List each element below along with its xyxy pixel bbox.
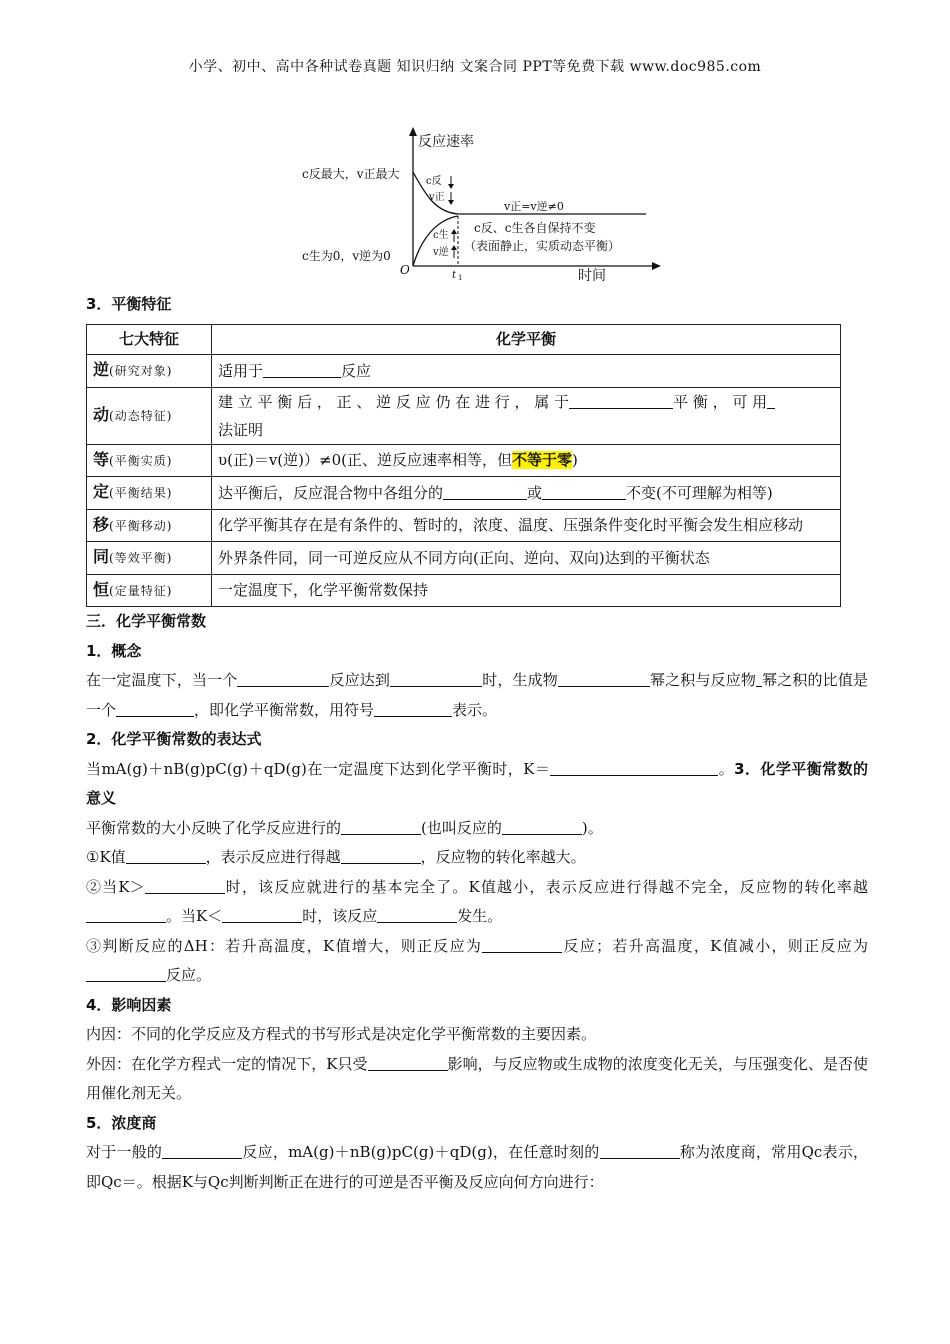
rate-time-diagram xyxy=(296,124,666,284)
feature-sub: (平衡实质) xyxy=(109,453,173,468)
feature-sub: (平衡移动) xyxy=(109,518,173,533)
y-axis-arrow xyxy=(409,127,417,136)
main-content xyxy=(86,290,868,1197)
feature-key: 等 xyxy=(93,449,110,469)
page-header: 小学、初中、高中各种试卷真题 知识归纳 文案合同 PPT等免费下载 www.doc985.com xyxy=(188,59,762,75)
origin-label: O xyxy=(400,263,410,277)
expression-paragraph: 当mA(g)＋nB(g)pC(g)＋qD(g)在一定温度下达到化学平衡时，K＝ 。3．化学平衡常数的意义 xyxy=(86,759,868,807)
blank xyxy=(569,392,673,409)
c-product-label: c生 xyxy=(433,230,449,241)
up-arrow-2-head xyxy=(451,245,457,250)
feature-key: 同 xyxy=(93,547,110,566)
concentration-quotient: 对于一般的 反应，mA(g)＋nB(g)pC(g)＋qD(g)，在任意时刻的 称为浓度商，常用Qc表示，即Qc＝。根据K与Qc判断判断正在进行的可逆是否平衡及反应向何方向进行： xyxy=(86,1143,868,1191)
up-arrow-1-head xyxy=(451,229,457,234)
inner-factor: 内因：不同的化学反应及方程式的书写形式是决定化学平衡常数的主要因素。 xyxy=(86,1025,597,1043)
feature-sub: (等效平衡) xyxy=(109,551,173,565)
table-row: 逆(研究对象) 适用于 反应 xyxy=(87,355,841,388)
down-arrow-1-head xyxy=(448,184,454,189)
section-3-title: 3．平衡特征 xyxy=(86,295,172,313)
blank xyxy=(542,483,626,500)
s5-title: 5．浓度商 xyxy=(86,1113,157,1132)
v-forward-label: v正 xyxy=(429,192,445,203)
table-row: 恒(定量特征) 一定温度下，化学平衡常数保持 xyxy=(87,574,841,607)
s2-title: 2．化学平衡常数的表达式 xyxy=(86,730,262,748)
table-row: 同(等效平衡) 外界条件同，同一可逆反应从不同方向(正向、逆向、双向)达到的平衡状态 xyxy=(87,542,841,575)
concept-paragraph: 在一定温度下，当一个 反应达到 时，生成物 幂之积与反应物 幂之积的比值是一个 ，即化学平衡常数，用符号 表示。 xyxy=(86,671,868,719)
table-row: 定(平衡结果) 达平衡后，反应混合物中各组分的 或 不变(不可理解为相等) xyxy=(87,477,841,510)
s3-title: 3．化学平衡常数的意义 xyxy=(86,759,868,807)
x-axis-label: 时间 xyxy=(578,268,606,284)
feature-key: 恒 xyxy=(93,579,110,599)
left-top-annotation: c反最大，v正最大 xyxy=(302,167,400,181)
feature-sub: (研究对象) xyxy=(109,364,173,378)
feature-key: 定 xyxy=(93,482,110,501)
feature-key: 逆 xyxy=(93,360,110,379)
note-line-1: c反、c生各自保持不变 xyxy=(474,221,596,235)
table-header-row xyxy=(87,324,841,355)
x-axis-arrow xyxy=(652,262,661,270)
meaning-line-1: 平衡常数的大小反映了化学反应进行的 (也叫反应的 )。 xyxy=(86,818,603,837)
blank xyxy=(767,392,775,409)
feature-sub: (平衡结果) xyxy=(109,486,173,500)
left-bottom-annotation: c生为0，v逆为0 xyxy=(302,249,391,263)
meaning-line-2: ①K值 ，表示反应进行得越 ，反应物的转化率越大。 xyxy=(86,848,586,866)
part-3-title: 三．化学平衡常数 xyxy=(86,612,207,630)
reaction-equation: mA(g)＋nB(g)pC(g)＋qD(g) xyxy=(101,759,307,778)
feature-sub: (动态特征) xyxy=(109,408,173,423)
equal-rate-label: v正=v逆≠0 xyxy=(504,200,564,213)
blank xyxy=(263,361,341,378)
table-header-equilibrium: 化学平衡 xyxy=(212,324,841,355)
reverse-rate-curve xyxy=(413,216,458,266)
note-line-2: （表面静止，实质动态平衡） xyxy=(464,239,621,253)
blank xyxy=(443,483,527,500)
feature-sub: (定量特征) xyxy=(109,583,173,598)
equilibrium-features-table xyxy=(86,324,841,608)
t1-sub-label: 1 xyxy=(458,274,463,282)
table-header-features: 七大特征 xyxy=(87,324,212,355)
s1-title: 1．概念 xyxy=(86,641,142,660)
table-row: 动(动态特征) 建 立 平 衡 后 ， 正 、 逆 反 应 仍 在 进 行 ， 属 于 平 衡 ， 可 用 法证明 xyxy=(87,387,841,444)
s4-title: 4．影响因素 xyxy=(86,995,172,1014)
table-row: 等(平衡实质) υ(正)＝v(逆)）≠0(正、逆反应速率相等，但不等于零) xyxy=(87,444,841,477)
feature-key: 动 xyxy=(93,404,110,424)
c-reactant-label: c反 xyxy=(426,176,442,187)
t1-label: t xyxy=(452,270,457,281)
meaning-line-3: ②当K＞ 时，该反应就进行的基本完全了。K值越小，表示反应进行得越不完全，反应物的转化率越。当K＜ 时，该反应 发生。 xyxy=(86,877,868,925)
rate-time-graph xyxy=(296,124,666,284)
meaning-line-4: ③判断反应的ΔH：若升高温度，K值增大，则正反应为 反应；若升高温度，K值减小，则正反应为反应。 xyxy=(86,936,868,984)
table-row: 移(平衡移动) 化学平衡其存在是有条件的、暂时的，浓度、温度、压强条件变化时平衡会发生相应移动 xyxy=(87,509,841,542)
down-arrow-2-head xyxy=(448,200,454,205)
outer-factor: 外因：在化学方程式一定的情况下，K只受 影响，与反应物或生成物的浓度变化无关，与压强变化、是否使用催化剂无关。 xyxy=(86,1054,868,1102)
highlighted-text: 不等于零 xyxy=(511,451,572,470)
y-axis-label: 反应速率 xyxy=(418,134,474,150)
feature-key: 移 xyxy=(93,514,110,534)
v-reverse-label: v逆 xyxy=(433,247,449,258)
